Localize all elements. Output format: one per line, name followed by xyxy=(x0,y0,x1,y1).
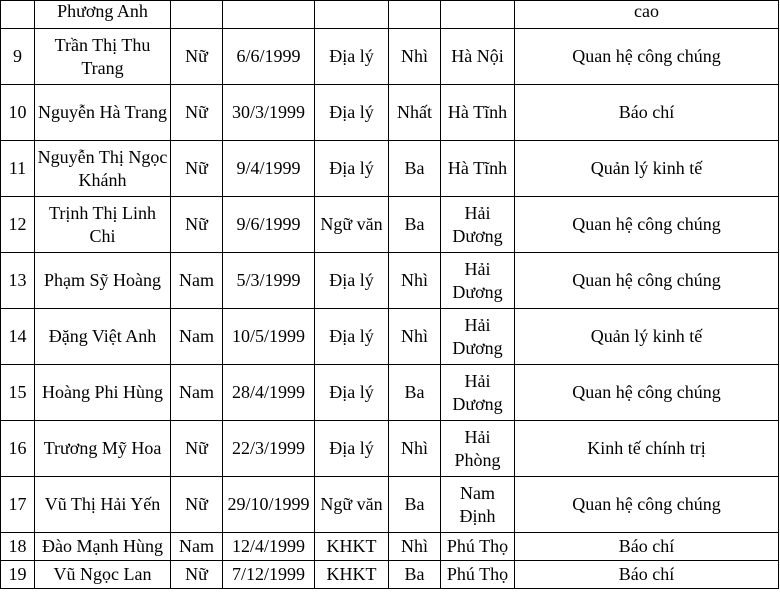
cell-name: Trương Mỹ Hoa xyxy=(35,421,171,477)
cell-prize: Nhì xyxy=(389,309,441,365)
cell-major: Quan hệ công chúng xyxy=(515,29,779,85)
cell-prize: Nhì xyxy=(389,253,441,309)
cell-major: Báo chí xyxy=(515,561,779,589)
cell-province: Hà Tĩnh xyxy=(441,141,515,197)
cell-name: Nguyễn Thị Ngọc Khánh xyxy=(35,141,171,197)
cell-major: Quan hệ công chúng xyxy=(515,197,779,253)
table-row xyxy=(1,29,779,85)
cell-subject: Ngữ văn xyxy=(315,197,389,253)
cell-subject: KHKT xyxy=(315,533,389,561)
cell-prize: Nhì xyxy=(389,29,441,85)
cell-major: Quan hệ công chúng xyxy=(515,253,779,309)
table-row-partial xyxy=(1,1,779,29)
cell-subject: Ngữ văn xyxy=(315,477,389,533)
cell-gender: Nữ xyxy=(171,477,223,533)
cell-name: Nguyễn Hà Trang xyxy=(35,85,171,141)
cell-dob: 9/4/1999 xyxy=(223,141,315,197)
cell-major: Quan hệ công chúng xyxy=(515,477,779,533)
cell-no: 12 xyxy=(1,197,35,253)
table-row xyxy=(1,253,779,309)
cell-no: 11 xyxy=(1,141,35,197)
cell-major: Báo chí xyxy=(515,85,779,141)
cell-major: cao xyxy=(515,1,779,29)
cell-prize: Nhất xyxy=(389,85,441,141)
cell-dob: 7/12/1999 xyxy=(223,561,315,589)
cell-no: 18 xyxy=(1,533,35,561)
cell-prize: Ba xyxy=(389,197,441,253)
cell-prize: Ba xyxy=(389,141,441,197)
cell-gender: Nam xyxy=(171,533,223,561)
cell-no: 15 xyxy=(1,365,35,421)
table-row xyxy=(1,85,779,141)
cell-dob: 29/10/1999 xyxy=(223,477,315,533)
cell-major: Quản lý kinh tế xyxy=(515,309,779,365)
cell-major: Báo chí xyxy=(515,533,779,561)
cell-subject xyxy=(315,1,389,29)
cell-name: Đặng Việt Anh xyxy=(35,309,171,365)
cell-dob: 30/3/1999 xyxy=(223,85,315,141)
cell-no: 13 xyxy=(1,253,35,309)
cell-province: Nam Định xyxy=(441,477,515,533)
cell-subject: Địa lý xyxy=(315,309,389,365)
cell-province: Hải Dương xyxy=(441,253,515,309)
cell-gender: Nam xyxy=(171,253,223,309)
cell-gender: Nữ xyxy=(171,85,223,141)
cell-prize: Ba xyxy=(389,365,441,421)
cell-dob: 12/4/1999 xyxy=(223,533,315,561)
cell-province: Phú Thọ xyxy=(441,533,515,561)
cell-subject: Địa lý xyxy=(315,141,389,197)
cell-major: Kinh tế chính trị xyxy=(515,421,779,477)
cell-gender: Nữ xyxy=(171,421,223,477)
cell-no: 9 xyxy=(1,29,35,85)
cell-dob: 6/6/1999 xyxy=(223,29,315,85)
cell-gender: Nữ xyxy=(171,561,223,589)
cell-gender: Nam xyxy=(171,309,223,365)
cell-dob: 22/3/1999 xyxy=(223,421,315,477)
cell-gender: Nam xyxy=(171,365,223,421)
cell-name: Phạm Sỹ Hoàng xyxy=(35,253,171,309)
cell-province: Hải Dương xyxy=(441,365,515,421)
cell-subject: Địa lý xyxy=(315,85,389,141)
cell-subject: KHKT xyxy=(315,561,389,589)
table-row xyxy=(1,477,779,533)
cell-name: Vũ Thị Hải Yến xyxy=(35,477,171,533)
cell-name: Phương Anh xyxy=(35,1,171,29)
cell-prize: Nhì xyxy=(389,421,441,477)
cell-major: Quản lý kinh tế xyxy=(515,141,779,197)
table-row xyxy=(1,533,779,561)
cell-name: Vũ Ngọc Lan xyxy=(35,561,171,589)
cell-gender xyxy=(171,1,223,29)
table-row xyxy=(1,561,779,589)
table-row xyxy=(1,309,779,365)
cell-province: Hà Nội xyxy=(441,29,515,85)
cell-name: Trịnh Thị Linh Chi xyxy=(35,197,171,253)
table-row xyxy=(1,421,779,477)
cell-gender: Nữ xyxy=(171,141,223,197)
cell-no: 10 xyxy=(1,85,35,141)
cell-province: Hà Tĩnh xyxy=(441,85,515,141)
cell-prize: Ba xyxy=(389,561,441,589)
cell-dob: 28/4/1999 xyxy=(223,365,315,421)
cell-subject: Địa lý xyxy=(315,365,389,421)
table-row xyxy=(1,141,779,197)
cell-subject: Địa lý xyxy=(315,29,389,85)
cell-gender: Nữ xyxy=(171,29,223,85)
cell-no: 19 xyxy=(1,561,35,589)
cell-gender: Nữ xyxy=(171,197,223,253)
table-row xyxy=(1,365,779,421)
cell-no: 16 xyxy=(1,421,35,477)
cell-province: Phú Thọ xyxy=(441,561,515,589)
cell-province xyxy=(441,1,515,29)
cell-subject: Địa lý xyxy=(315,253,389,309)
cell-dob: 9/6/1999 xyxy=(223,197,315,253)
cell-subject: Địa lý xyxy=(315,421,389,477)
table-row xyxy=(1,197,779,253)
cell-name: Hoàng Phi Hùng xyxy=(35,365,171,421)
cell-prize: Nhì xyxy=(389,533,441,561)
cell-province: Hải Phòng xyxy=(441,421,515,477)
cell-no: 17 xyxy=(1,477,35,533)
cell-prize xyxy=(389,1,441,29)
cell-name: Đào Mạnh Hùng xyxy=(35,533,171,561)
cell-major: Quan hệ công chúng xyxy=(515,365,779,421)
cell-dob xyxy=(223,1,315,29)
cell-dob: 5/3/1999 xyxy=(223,253,315,309)
cell-prize: Ba xyxy=(389,477,441,533)
cell-no xyxy=(1,1,35,29)
cell-no: 14 xyxy=(1,309,35,365)
cell-province: Hải Dương xyxy=(441,197,515,253)
cell-province: Hải Dương xyxy=(441,309,515,365)
cell-dob: 10/5/1999 xyxy=(223,309,315,365)
cell-name: Trần Thị Thu Trang xyxy=(35,29,171,85)
